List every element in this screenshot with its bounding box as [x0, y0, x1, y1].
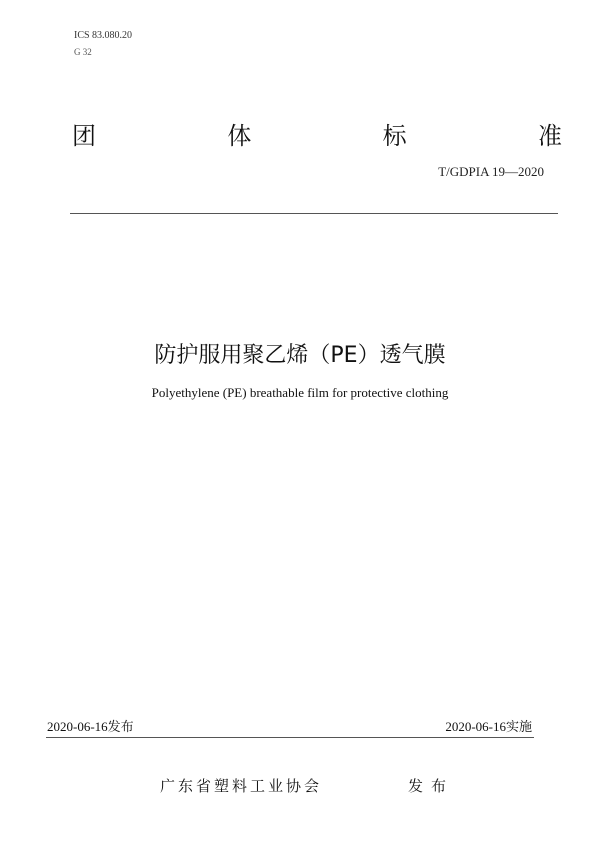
- title-chinese: 防护服用聚乙烯（PE）透气膜: [154, 343, 446, 368]
- standard-type-char: 团: [72, 122, 96, 150]
- standard-type-char: 体: [227, 122, 252, 150]
- standard-code: T/GDPIA 19—2020: [438, 164, 544, 179]
- publish-date: 2020-06-16发布: [47, 719, 134, 734]
- standard-type-heading: [72, 116, 562, 151]
- issuer-name: 广东省塑料工业协会: [160, 779, 323, 795]
- standard-type-char: 准: [537, 122, 562, 150]
- bottom-divider: [46, 737, 534, 738]
- issue-label: 发布: [408, 779, 455, 795]
- top-divider: [70, 213, 558, 214]
- ics-code: ICS 83.080.20: [74, 30, 133, 41]
- implement-date: 2020-06-16实施: [445, 719, 532, 734]
- title-english: Polyethylene (PE) breathable film for protective clothing: [151, 385, 449, 400]
- ccs-code: G 32: [74, 47, 92, 57]
- standard-type-char: 标: [382, 122, 407, 150]
